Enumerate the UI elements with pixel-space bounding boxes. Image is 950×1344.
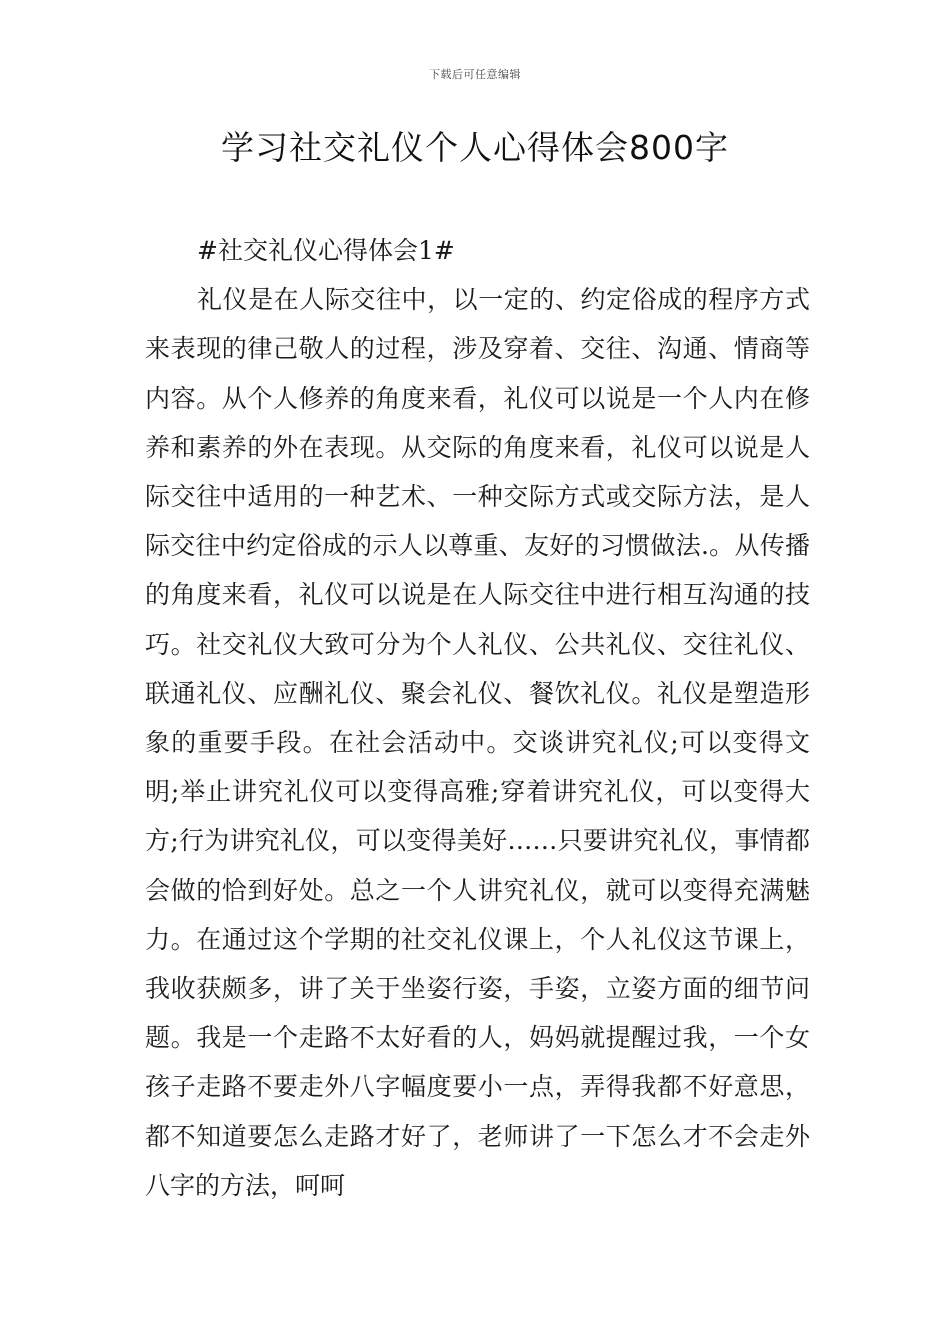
- section-heading: #社交礼仪心得体会1#: [197, 236, 455, 265]
- header-note: 下载后可任意编辑: [429, 68, 521, 81]
- page-title: 学习社交礼仪个人心得体会800字: [221, 128, 729, 167]
- document-body: [145, 226, 810, 1210]
- body-paragraph: 礼仪是在人际交往中，以一定的、约定俗成的程序方式来表现的律己敬人的过程，涉及穿着、交往、沟通、情商等内容。从个人修养的角度来看，礼仪可以说是一个人内在修养和素养的外在表现。从交际的角度来看，礼仪可以说是人际交往中适用的一种艺术、一种交际方式或交际方法，是人际交往中约定俗成的示人以尊重、友好的习惯做法.。从传播的角度来看，礼仪可以说是在人际交往中进行相互沟通的技巧。社交礼仪大致可分为个人礼仪、公共礼仪、交往礼仪、联通礼仪、应酬礼仪、聚会礼仪、餐饮礼仪。礼仪是塑造形象的重要手段。在社会活动中。交谈讲究礼仪;可以变得文明;举止讲究礼仪可以变得高雅;穿着讲究礼仪，可以变得大方;行为讲究礼仪，可以变得美好……只要讲究礼仪，事情都会做的恰到好处。总之一个人讲究礼仪，就可以变得充满魅力。在通过这个学期的社交礼仪课上，个人礼仪这节课上，我收获颇多，讲了关于坐姿行姿，手姿，立姿方面的细节问题。我是一个走路不太好看的人，妈妈就提醒过我，一个女孩子走路不要走外八字幅度要小一点，弄得我都不好意思，都不知道要怎么走路才好了，老师讲了一下怎么才不会走外八字的方法，呵呵: [145, 285, 810, 1200]
